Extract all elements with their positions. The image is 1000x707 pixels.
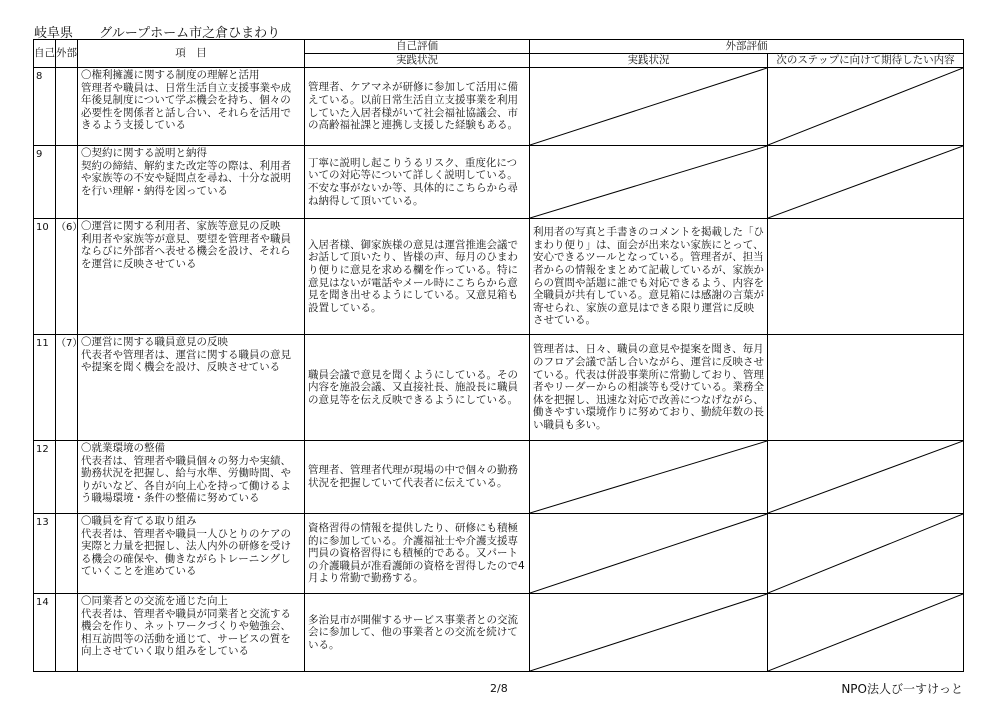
- item-cell: [78, 335, 305, 441]
- item-title: 〇 職員を育てる取り組み: [78, 514, 304, 528]
- ext-practice-cell: [530, 219, 768, 335]
- self-number: 9: [34, 146, 56, 219]
- self-practice-cell: [305, 441, 530, 514]
- self-practice-text: 資格習得の情報を提供したり、研修にも積極的に参加している。介護福祉士や介護支援専門員の資格習得にも積極的である。又パートの介護職員が准看護師の資格を習得したので4月より常勤で勤務する。: [308, 522, 525, 585]
- ext-number: [56, 594, 78, 672]
- item-cell: [78, 441, 305, 514]
- ext-practice-cell-empty: [530, 594, 768, 672]
- item-title: 〇 同業者との交流を通じた向上: [78, 594, 304, 608]
- item-cell: [78, 68, 305, 146]
- self-practice-cell: [305, 146, 530, 219]
- self-practice-text: 職員会議で意見を聞くようにしている。その内容を施設会議、又直接社長、施設長に職員の意見等を伝え反映できるようにしている。: [308, 368, 518, 406]
- table-row: [34, 514, 964, 594]
- item-title: 〇 就業環境の整備: [78, 441, 304, 455]
- self-eval-header: 自己評価: [305, 40, 530, 54]
- self-practice-cell: [305, 219, 530, 335]
- diagonal-line: [768, 594, 963, 671]
- item-description: 代表者は、管理者や職員一人ひとりのケアの実際と力量を把握し、法人内外の研修を受ける機会の確保や、働きながらトレーニングしていくことを進めている: [81, 527, 291, 578]
- evaluation-table: [33, 39, 964, 672]
- item-cell: [78, 219, 305, 335]
- self-practice-text: 丁寧に説明し起こりうるリスク、重度化についての対応等について詳しく説明している。不安な事がないか等、具体的にこちらから尋ね納得して頂いている。: [308, 156, 518, 207]
- table-row: [34, 219, 964, 335]
- diagonal-line: [768, 514, 963, 593]
- self-number: 14: [34, 594, 56, 672]
- item-description: 利用者や家族等が意見、要望を管理者や職員ならびに外部者へ表せる機会を設け、それらを運営に反映させている: [81, 232, 291, 270]
- diagonal-line: [768, 441, 963, 513]
- ext-next-cell-empty: [768, 441, 964, 514]
- item-cell: [78, 146, 305, 219]
- self-number: 8: [34, 68, 56, 146]
- item-description: 契約の締結、解約また改定等の際は、利用者や家族等の不安や疑問点を尋ね、十分な説明を行い理解・納得を図っている: [81, 159, 291, 197]
- ext-next-cell: [768, 219, 964, 335]
- item-header: 項 目: [78, 40, 305, 68]
- diagonal-line: [530, 514, 767, 593]
- self-practice-text: 多治見市が開催するサービス事業者との交流会に参加して、他の事業者との交流を続けている。: [308, 613, 518, 651]
- page-number: 2/8: [490, 682, 508, 695]
- self-practice-text: 管理者、ケアマネが研修に参加して活用に備えている。以前日常生活自立支援事業を利用していた入居者様がいて社会福祉協議会、市の高齢福祉課と連携し支援した経験もある。: [308, 81, 518, 132]
- self-practice-text: 管理者、管理者代理が現場の中で個々の勤務状況を把握していて代表者に伝えている。: [308, 464, 518, 489]
- item-description: 管理者や職員は、日常生活自立支援事業や成年後見制度について学ぶ機会を持ち、個々の必要性を関係者と話し合い、それらを活用できるよう支援している: [81, 81, 291, 132]
- self-practice-cell: [305, 68, 530, 146]
- item-cell: [78, 514, 305, 594]
- diagonal-line: [530, 594, 767, 671]
- self-number: 10: [34, 219, 56, 335]
- ext-number-header: 外部: [56, 40, 78, 68]
- ext-practice-text: 利用者の写真と手書きのコメントを掲載した「ひまわり便り」は、面会が出来ない家族にとって、安心できるツールとなっている。管理者が、担当者からの情報をまとめて記載しているが、家族からの質問や話題に誰でも対応できるよう、内容を全職員が共有している。意見箱には感謝の言葉が寄せられ、家族の意見はできる限り運営に反映させている。: [533, 226, 764, 327]
- self-number: 12: [34, 441, 56, 514]
- item-description: 代表者は、管理者や職員個々の努力や実績、勤務状況を把握し、給与水準、労働時間、やりがいなど、各自が向上心を持って働けるよう職場環境・条件の整備に努めている: [81, 454, 291, 505]
- table-row: [34, 594, 964, 672]
- ext-practice-cell: [530, 335, 768, 441]
- item-title: 〇 運営に関する職員意見の反映: [78, 335, 304, 349]
- self-number: 11: [34, 335, 56, 441]
- ext-practice-header: 実践状況: [530, 54, 768, 68]
- ext-number: （7）: [56, 335, 78, 441]
- self-number: 13: [34, 514, 56, 594]
- diagonal-line: [530, 68, 767, 145]
- diagonal-line: [530, 146, 767, 218]
- ext-number: [56, 146, 78, 219]
- self-practice-header: 実践状況: [305, 54, 530, 68]
- ext-practice-cell-empty: [530, 146, 768, 219]
- ext-next-cell-empty: [768, 146, 964, 219]
- item-cell: [78, 594, 305, 672]
- ext-practice-cell-empty: [530, 514, 768, 594]
- ext-next-cell-empty: [768, 514, 964, 594]
- diagonal-line: [768, 68, 963, 145]
- prefecture: 岐阜県: [34, 26, 74, 41]
- table-row: [34, 441, 964, 514]
- ext-next-header: 次のステップに向けて期待したい内容: [768, 54, 964, 68]
- ext-eval-header: 外部評価: [530, 40, 964, 54]
- ext-next-cell: [768, 335, 964, 441]
- item-description: 代表者は、管理者や職員が同業者と交流する機会を作り、ネットワークづくりや勉強会、相互訪問等の活動を通じて、サービスの質を向上させていく取り組みをしている: [81, 607, 291, 658]
- ext-number: [56, 68, 78, 146]
- ext-practice-cell-empty: [530, 68, 768, 146]
- item-title: 〇 契約に関する説明と納得: [78, 146, 304, 160]
- self-number-header: 自己: [34, 40, 56, 68]
- ext-practice-text: 管理者は、日々、職員の意見や提案を聞き、毎月のフロア会議で話し合いながら、運営に反映させている。代表は併設事業所に常勤しており、管理者やリーダーからの相談等も受けている。業務全体を把握し、迅速な対応で改善につなげながら、働きやすい環境作りに努めており、勤続年数の長い職員も多い。: [533, 343, 764, 431]
- ext-number: [56, 514, 78, 594]
- item-title: 〇 運営に関する利用者、家族等意見の反映: [78, 219, 304, 233]
- ext-number: （6）: [56, 219, 78, 335]
- organization-name: NPO法人び一すけっと: [841, 682, 963, 696]
- self-practice-cell: [305, 335, 530, 441]
- ext-next-cell-empty: [768, 68, 964, 146]
- self-practice-text: 入居者様、御家族様の意見は運営推進会議でお話して頂いたり、皆様の声、毎月のひまわり便りに意見を求める欄を作っている。特に意見はないが電話やメール時にこちらから意見を聞き出せるようにしている。又意見箱も設置している。: [308, 238, 518, 314]
- ext-number: [56, 441, 78, 514]
- table-row: [34, 335, 964, 441]
- ext-practice-cell-empty: [530, 441, 768, 514]
- self-practice-cell: [305, 514, 530, 594]
- diagonal-line: [768, 146, 963, 218]
- item-description: 代表者や管理者は、運営に関する職員の意見や提案を聞く機会を設け、反映させている: [81, 348, 291, 374]
- table-row: [34, 146, 964, 219]
- facility-name: グループホーム市之倉ひまわり: [99, 26, 281, 41]
- table-row: [34, 68, 964, 146]
- item-title: 〇 権利擁護に関する制度の理解と活用: [78, 68, 304, 82]
- self-practice-cell: [305, 594, 530, 672]
- diagonal-line: [530, 441, 767, 513]
- ext-next-cell-empty: [768, 594, 964, 672]
